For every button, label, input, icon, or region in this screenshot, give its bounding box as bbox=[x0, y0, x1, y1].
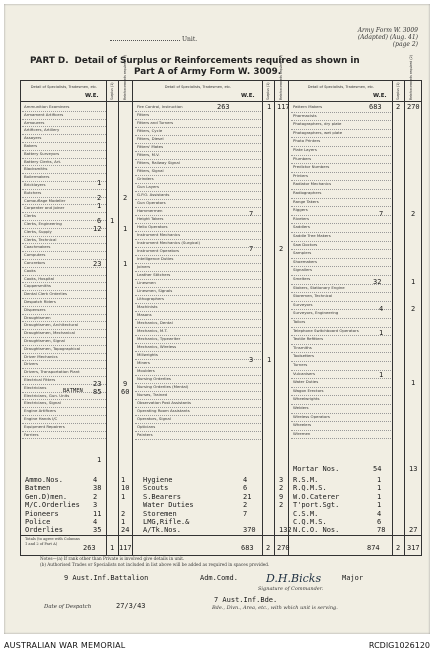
table-row-label: Drivers bbox=[24, 361, 38, 367]
signallers-we: 32 bbox=[373, 278, 382, 286]
form-ref-line-3: (page 2) bbox=[392, 41, 418, 48]
total-g: 874 bbox=[367, 544, 380, 552]
table-row-label: Shoemakers bbox=[293, 258, 318, 264]
typed-cell-b: 2 bbox=[121, 509, 126, 518]
commander-signature: D.H.Bicks bbox=[266, 572, 322, 585]
table-row-label: Butchers bbox=[24, 189, 42, 195]
despatch-date: 27/3/43 bbox=[116, 602, 146, 610]
row-rule bbox=[291, 438, 391, 439]
typed-cell-label2: Scouts bbox=[143, 484, 169, 493]
row-rule bbox=[135, 175, 261, 176]
table-row-label: Signallers bbox=[293, 267, 313, 273]
col3-top-we: 683 bbox=[369, 103, 382, 111]
table-row-label: Toolsetters bbox=[293, 353, 315, 359]
typed-cell-c: 7 bbox=[243, 509, 248, 518]
table-row-label: Bricklayers bbox=[24, 182, 46, 187]
range-takers-we: 7 bbox=[379, 210, 384, 218]
we-header-2: W.E. bbox=[241, 93, 255, 99]
table-row-label: Radiator Mechanics bbox=[293, 181, 332, 187]
table-row-label: Mechanics, Dental bbox=[137, 320, 173, 325]
table-row-label: Textile Refitters bbox=[293, 336, 324, 342]
table-row-label: Storemen, Technical bbox=[293, 293, 333, 299]
typed-cell-c: 4 bbox=[243, 476, 248, 484]
table-row-label: Farriers bbox=[24, 431, 39, 437]
typed-cell-d: 9 bbox=[279, 492, 284, 501]
table-row-label: Ammunition Examiners bbox=[24, 104, 70, 109]
total-b: 1 bbox=[110, 544, 115, 552]
total-c: 117 bbox=[119, 544, 132, 552]
row-rule bbox=[135, 431, 261, 432]
typed-cell-label: Gen.D)men. bbox=[25, 492, 68, 501]
row-rule bbox=[135, 359, 261, 360]
table-row-label: Printers bbox=[293, 172, 308, 178]
mortar-we: 54 bbox=[373, 465, 382, 473]
table-row-label: Clerks bbox=[24, 213, 37, 219]
col-surplus-2 bbox=[263, 81, 275, 555]
mech-mt-reinf: 1 bbox=[267, 356, 272, 364]
fire-control-we: 263 bbox=[217, 103, 230, 111]
table-row-label: Fitters, Diesel bbox=[137, 136, 164, 141]
title-line-2: Part A of Army Form W. 3009. bbox=[134, 67, 282, 77]
typed-cell-label2: LMG,Rifle.& bbox=[143, 518, 190, 526]
carpenter-we: 6 bbox=[97, 217, 102, 225]
typed-cell-label3: W.O.Caterer bbox=[293, 492, 340, 501]
table-row-label: Electricians bbox=[24, 384, 47, 390]
intelligence-reinf: 2 bbox=[279, 245, 284, 253]
drivers-typed-batmen: BATMEN bbox=[63, 388, 83, 394]
table-row-label: Radiographers bbox=[293, 190, 322, 195]
totals-label-1: Totals (to agree with Columns bbox=[25, 537, 80, 541]
fire-control-reinf: 117 bbox=[277, 103, 290, 111]
range-takers-reinf: 2 bbox=[411, 210, 416, 218]
table-row-label: Cooks, Hospital bbox=[24, 275, 55, 281]
we-header-3: W.E. bbox=[373, 93, 387, 99]
table-row-label: Carpenter and Joiner bbox=[24, 205, 65, 211]
table-row-label: Fitters, M.V. bbox=[137, 152, 160, 157]
typed-cell-e: 1 bbox=[377, 492, 382, 501]
typed-cell-e: 6 bbox=[377, 518, 382, 526]
turners-we: 1 bbox=[379, 371, 384, 379]
table-row-label: Coppersmiths bbox=[24, 283, 51, 289]
table-row-label: Draughtsmen, Topographical bbox=[24, 345, 81, 351]
reinf-header-1: Reinforcements required (2) bbox=[123, 55, 127, 100]
table-row-label: Predictor Numbers bbox=[293, 164, 330, 170]
table-row-label: Linesmen bbox=[137, 280, 156, 285]
table-row-label: Samplers bbox=[293, 250, 312, 256]
table-row-label: Computers bbox=[24, 252, 46, 258]
table-row-label: Camouflage Modeller bbox=[24, 197, 66, 203]
bricklayers-reinf: 2 bbox=[123, 194, 128, 202]
typed-cell-label3: T'port.Sgt. bbox=[293, 501, 340, 510]
surplus-header-2: Surplus (1) bbox=[266, 82, 270, 100]
typed-cell-b: 24 bbox=[121, 526, 130, 535]
table-row-label: Smelters bbox=[293, 276, 311, 281]
typed-cell-e: 1 bbox=[377, 476, 382, 484]
mortar-reinf: 13 bbox=[409, 465, 418, 473]
bricklayers-we: 2 bbox=[97, 194, 102, 202]
typed-cell-a: 11 bbox=[93, 509, 102, 518]
table-row-label: Linesmen, Signals bbox=[137, 288, 173, 293]
surplus-header-1: Surplus (1) bbox=[110, 82, 114, 100]
typed-cell-e: 4 bbox=[377, 509, 382, 518]
table-row-label: Surveyors bbox=[293, 301, 313, 307]
spec-header-1: Detail of Specialists, Tradesmen, etc. bbox=[30, 85, 98, 89]
typed-cell-label3: C.Q.M.S. bbox=[293, 518, 327, 526]
archive-id: RCDIG1026120 bbox=[368, 641, 430, 650]
footer-adm: Adm.Comd. bbox=[200, 574, 238, 582]
note-a: Notes—(a) If rank other than Private is involved give details in unit. bbox=[40, 556, 185, 561]
table-row-label: Stokers, Stationary Engine bbox=[293, 284, 345, 290]
table-row-label: Mechanics, Wireless bbox=[137, 344, 177, 349]
cooks-reinf: 1 bbox=[123, 260, 128, 268]
row-rule bbox=[135, 439, 261, 440]
intelligence-we: 7 bbox=[249, 245, 254, 253]
fire-control-surplus: 1 bbox=[267, 103, 272, 111]
table-row-label: Wireless Operators bbox=[293, 413, 330, 419]
table-row-label: Clerks, Engineering bbox=[24, 221, 62, 226]
date-label: Date of Despatch bbox=[44, 604, 92, 610]
table-row-label: Despatch Riders bbox=[24, 299, 56, 304]
table-row-label: Riveters bbox=[293, 215, 310, 221]
table-row-label: Tailors bbox=[293, 319, 306, 324]
table-row-label: Equipment Repairers bbox=[24, 423, 65, 429]
table-row-label: Battery Surveyors bbox=[24, 150, 60, 156]
storemen-we: 4 bbox=[379, 305, 384, 313]
table-row-label: Lithographers bbox=[137, 296, 165, 301]
note-b: (b) Authorised Trades or Specialists not included in list above will be added as required in spaces provided. bbox=[40, 562, 270, 567]
table-row-label: Leather Stitchers bbox=[137, 272, 171, 277]
table-row-label: Engine Hands I/C bbox=[24, 416, 58, 421]
table-row-label: Armourers bbox=[24, 119, 45, 125]
table-row-label: G.P.O. Assistants bbox=[137, 192, 170, 197]
table-row-label: Welders bbox=[293, 405, 309, 410]
totals-label-2: 1 and 2 of Part A) bbox=[25, 542, 58, 546]
drivers-reinf: 60 bbox=[121, 388, 130, 396]
gun-operators-we: 7 bbox=[249, 210, 254, 218]
table-row-label: Nursing Orderlies bbox=[137, 376, 171, 381]
table-row-label: Mechanics, M.T. bbox=[137, 328, 168, 333]
typed-cell-b: 1 bbox=[121, 492, 126, 501]
typed-cell-a: 35 bbox=[93, 526, 102, 535]
table-row-label: Fitters bbox=[137, 112, 150, 117]
table-row-label: Fitters and Turners bbox=[137, 120, 174, 125]
typed-cell-e: 1 bbox=[377, 501, 382, 510]
table-row-label: Armament Artificers bbox=[24, 111, 64, 117]
mortar-label: Mortar Nos. bbox=[293, 465, 340, 473]
col-surplus-1 bbox=[107, 81, 119, 555]
table-row-label: Electricians, Signal bbox=[24, 400, 61, 406]
table-row-label: Turners bbox=[293, 362, 308, 367]
table-row-label: Wiremen bbox=[293, 430, 311, 436]
table-row-label: Engine Artificers bbox=[24, 408, 57, 414]
footer-unit: 9 Aust.Inf.Battalion bbox=[64, 574, 149, 582]
row-rule bbox=[291, 318, 391, 319]
table-row-label: Helio Operators bbox=[137, 224, 168, 229]
table-row-label: Operators, Signal bbox=[137, 416, 171, 421]
table-row-label: Gun Operators bbox=[137, 200, 166, 205]
table-row-label: Masons bbox=[137, 312, 152, 317]
driver-mech-we: 23 bbox=[93, 380, 102, 388]
table-row-label: Instrument Mechanics bbox=[137, 232, 181, 237]
table-row-label: Wagon Erectors bbox=[293, 387, 324, 393]
table-row-label: Miners bbox=[137, 360, 150, 365]
footer-rank: Major bbox=[342, 574, 364, 582]
typed-cell-c: 2 bbox=[243, 501, 248, 510]
table-row-label: Draughtsmen bbox=[24, 314, 51, 320]
table-row-label: Millwrights bbox=[137, 352, 158, 357]
table-row-label: Fitters' Mates bbox=[137, 144, 164, 149]
typed-cell-d: 132 bbox=[279, 526, 292, 535]
unit-label: Unit. bbox=[182, 36, 198, 43]
table-row-label: Driver Mechanics bbox=[24, 353, 58, 359]
table-row-label: Nursing Orderlies (Mental) bbox=[137, 384, 189, 389]
table-row-label: Range Takers bbox=[293, 198, 319, 204]
typed-cell-label2: Water Duties bbox=[143, 501, 194, 510]
form-ref-line-1: Army Form W. 3009 bbox=[357, 27, 418, 34]
table-row-label: Instrument Mechanics (Surgical) bbox=[137, 240, 200, 245]
storemen-reinf: 2 bbox=[411, 305, 416, 313]
table-row-label: Draughtsmen, Mechanical bbox=[24, 330, 75, 336]
equipment-we: 1 bbox=[97, 456, 102, 464]
typed-cell-a: 4 bbox=[93, 476, 98, 484]
typed-cell-label: Batmen bbox=[25, 484, 51, 493]
table-row-label: Dispensers bbox=[24, 306, 46, 312]
table-row-label: Wheelwrights bbox=[293, 396, 320, 402]
typed-cell-a: 4 bbox=[93, 518, 98, 526]
table-row-label: Draughtsmen, Signal bbox=[24, 338, 66, 343]
typed-cell-b: 1 bbox=[121, 476, 126, 484]
table-row-label: Fitters, Cycle bbox=[137, 128, 163, 133]
table-row-label: Blacksmiths bbox=[24, 166, 48, 172]
table-row-label: Electrical Fitters bbox=[24, 377, 56, 382]
typed-cell-a: 38 bbox=[93, 484, 102, 493]
table-row-label: Wheelers bbox=[293, 422, 312, 428]
table-row-label: Clerks, Technical bbox=[24, 236, 57, 242]
typed-cell-label2: S.Bearers bbox=[143, 492, 181, 501]
driver-mech-reinf: 9 bbox=[123, 380, 128, 388]
table-row-label: Mechanics, Typewriter bbox=[137, 336, 181, 341]
form-title bbox=[30, 56, 410, 78]
blacksmiths-we: 1 bbox=[97, 179, 102, 187]
table-row-label: Artificers, Artillery bbox=[24, 127, 60, 133]
typed-cell-label: Pioneers bbox=[25, 509, 59, 518]
table-row-label: Tinsmiths bbox=[293, 344, 312, 350]
table-row-label: Fitters, Signal bbox=[137, 168, 164, 173]
table-row-label: Draughtsmen, Architectural bbox=[24, 322, 79, 328]
table-row-label: Coachmakers bbox=[24, 244, 51, 250]
spec-header-3: Detail of Specialists, Tradesmen, etc. bbox=[307, 85, 375, 89]
tailors-we: 1 bbox=[379, 329, 384, 337]
form-reference bbox=[358, 27, 418, 48]
table-row-label: Opticians bbox=[137, 424, 156, 429]
typed-cell-c: 370 bbox=[243, 526, 256, 535]
header-rule bbox=[21, 101, 421, 102]
table-row-label: Pharmacists bbox=[293, 112, 317, 118]
cooks-we: 23 bbox=[93, 260, 102, 268]
table-row-label: Plate Layers bbox=[293, 147, 317, 152]
row-rule bbox=[135, 311, 261, 312]
typed-cell-label2: Hygiene bbox=[143, 476, 173, 484]
table-row-label: Joiners bbox=[137, 264, 151, 269]
typed-cell-label: Police bbox=[25, 518, 51, 526]
table-row-label: Assayers bbox=[24, 135, 42, 141]
carpenter-surplus: 1 bbox=[110, 217, 115, 225]
table-row-label: Drivers, Transportation Plant bbox=[24, 369, 80, 375]
typed-cell-d: 2 bbox=[279, 484, 284, 493]
table-row-label: Fire Control, Instruction bbox=[137, 104, 183, 109]
row-rule bbox=[135, 111, 261, 112]
table-row-label: Water Duties bbox=[293, 379, 319, 385]
total-d: 683 bbox=[241, 544, 254, 552]
typed-cell-label2: A/Tk.Nos. bbox=[143, 526, 181, 535]
butchers-we: 1 bbox=[97, 202, 102, 210]
table-row-label: Height Takers bbox=[137, 216, 164, 221]
typed-cell-d: 3 bbox=[279, 476, 284, 484]
typed-cell-d: 2 bbox=[279, 501, 284, 510]
table-row-label: Saw Doctors bbox=[293, 241, 318, 247]
typed-cell-label3: R.Q.M.S. bbox=[293, 484, 327, 493]
typed-cell-c: 6 bbox=[243, 484, 248, 493]
table-row-label: Intelligence Duties bbox=[137, 256, 174, 261]
table-row-label: Photographers, wet plate bbox=[293, 129, 343, 135]
clerks-reinf: 1 bbox=[123, 225, 128, 233]
table-row-label: Battery Clerks, Art. bbox=[24, 158, 62, 164]
surplus-header-3: Surplus (1) bbox=[396, 82, 400, 100]
brigade-label: Bde., Divn., Area, etc., with which unit is serving. bbox=[212, 605, 338, 611]
typed-cell-label: Ammo.Nos. bbox=[25, 476, 63, 484]
row-rule bbox=[135, 263, 261, 264]
table-row-label: Photographers, dry plate bbox=[293, 121, 342, 127]
mech-mt-we: 3 bbox=[249, 356, 254, 364]
typed-cell-b: 1 bbox=[121, 518, 126, 526]
table-row-label: Machinists bbox=[137, 304, 158, 309]
typed-cell-a: 2 bbox=[93, 492, 98, 501]
table-row-label: Gun Layers bbox=[137, 184, 160, 189]
signature-label: Signature of Commander. bbox=[258, 586, 324, 592]
table-row-label: Concretors bbox=[24, 260, 46, 265]
typed-cell-c: 21 bbox=[243, 492, 252, 501]
vulcanisers-reinf: 1 bbox=[411, 379, 416, 387]
typed-cell-label2: Storemen bbox=[143, 509, 177, 518]
table-row-label: Clerks, Supply bbox=[24, 228, 52, 234]
table-row-label: Dental Clerk Orderlies bbox=[24, 291, 68, 297]
typed-cell-label3: R.S.M. bbox=[293, 476, 319, 484]
table-row-label: Fitters, Railway Signal bbox=[137, 160, 180, 165]
table-row-label: Vulcanisers bbox=[293, 370, 316, 376]
row-rule bbox=[22, 438, 106, 439]
col-surplus-3 bbox=[393, 81, 405, 555]
we-header-1: W.E. bbox=[85, 93, 99, 99]
drivers-we: 85 bbox=[93, 388, 102, 396]
reinf-header-3: Reinforcements required (2) bbox=[409, 55, 413, 100]
table-row-label: Saddlers bbox=[293, 224, 310, 230]
total-h: 2 bbox=[396, 544, 401, 552]
table-row-label: Boilermakers bbox=[24, 174, 50, 180]
spec-header-2: Detail of Specialists, Tradesmen, etc. bbox=[164, 85, 232, 89]
col3-top-surplus: 2 bbox=[396, 103, 401, 111]
typed-cell-label: M/C.Orderlies bbox=[25, 501, 80, 510]
table-row-label: Riggers bbox=[293, 207, 308, 213]
typed-cell-b: 10 bbox=[121, 484, 130, 493]
typed-cell-label3: C.S.M. bbox=[293, 509, 319, 518]
totals-rule bbox=[21, 535, 421, 536]
unit-line bbox=[110, 36, 197, 43]
total-f: 270 bbox=[277, 544, 290, 552]
typed-cell-a: 3 bbox=[93, 501, 98, 510]
table-row-label: Pattern Makers bbox=[293, 104, 323, 109]
table-row-label: Instrument Operators bbox=[137, 248, 180, 253]
table-row-label: Telephone Switchboard Operators bbox=[293, 327, 359, 333]
table-row-label: Operating Room Assistants bbox=[137, 408, 190, 413]
typed-cell-label: Orderlies bbox=[25, 526, 63, 535]
table-row-label: Nurses, Trained bbox=[137, 392, 168, 397]
typed-cell-label3: N.C.O. Nos. bbox=[293, 526, 340, 535]
table-row-label: Surveyors, Engineering bbox=[293, 310, 339, 316]
table-row-label: Grinders bbox=[137, 176, 154, 181]
total-i: 317 bbox=[407, 544, 420, 552]
col3-top-reinf: 270 bbox=[407, 103, 420, 111]
archive-name: AUSTRALIAN WAR MEMORIAL bbox=[4, 641, 126, 650]
footer-brigade: 7 Aust.Inf.Bde. bbox=[214, 596, 278, 604]
table-row-label: Cooks bbox=[24, 267, 36, 273]
table-row-label: Photo Printers bbox=[293, 138, 321, 144]
reinf-header-2: Reinforcements required (2) bbox=[279, 55, 283, 100]
typed-cell-e: 1 bbox=[377, 484, 382, 493]
signallers-reinf: 1 bbox=[411, 278, 416, 286]
total-a: 263 bbox=[83, 544, 96, 552]
table-row-label: Observation Post Assistants bbox=[137, 400, 192, 405]
table-row-label: Electricians, Gun. Units bbox=[24, 392, 70, 398]
table-row-label: Plumbers bbox=[293, 155, 312, 161]
typed-cell-e: 78 bbox=[377, 526, 386, 535]
total-e: 2 bbox=[266, 544, 271, 552]
table-row-label: Bakers bbox=[24, 143, 38, 148]
form-ref-line-2: (Adapted) (Aug. 41) bbox=[357, 34, 418, 41]
clerks-we: 12 bbox=[93, 225, 102, 233]
part-label: PART D. bbox=[30, 56, 69, 66]
title-line-1: Detail of Surplus or Reinforcements required as shown in bbox=[74, 56, 360, 66]
typed-cell-f: 27 bbox=[409, 526, 418, 535]
table-row-label: Saddle Tree Makers bbox=[293, 233, 331, 238]
table-row-label: Hammermen bbox=[137, 208, 163, 213]
table-row-label: Painters bbox=[137, 432, 153, 437]
table-row-label: Moulders bbox=[137, 368, 155, 373]
